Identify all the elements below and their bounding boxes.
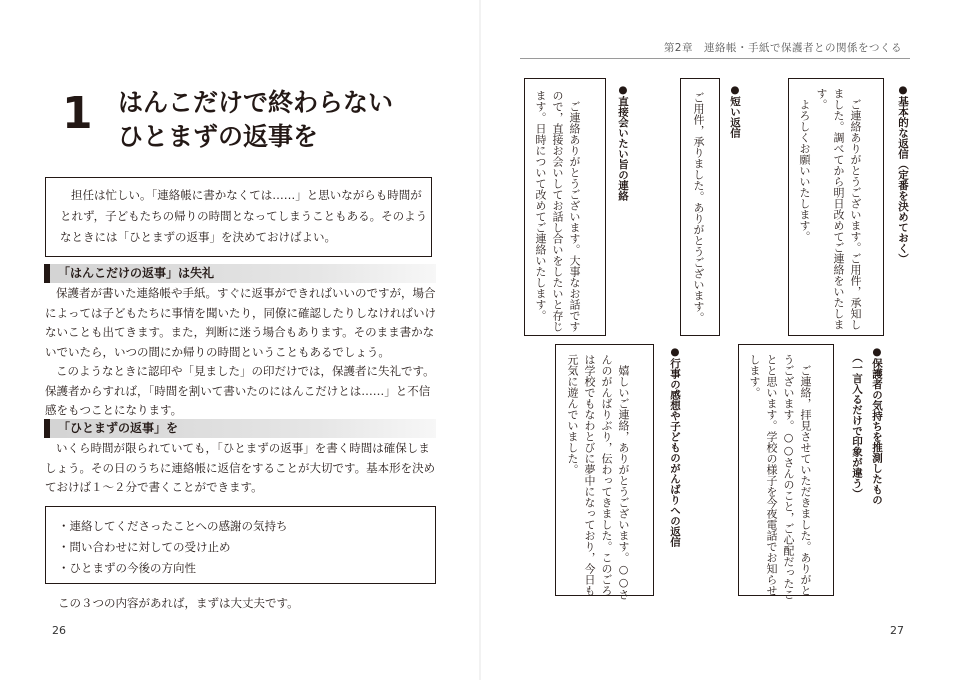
text-line: 保護者からすれば，「時間を割いて書いたのにはんこだけとは……」と不信: [45, 383, 431, 398]
example-text-short: [690, 92, 707, 332]
example-heading-event: ●行事の感想や子どものがんばりへの返信: [669, 346, 681, 547]
example-line: ご連絡ありがとうございます。大事なお話です: [568, 101, 581, 332]
example-text-meet: [532, 90, 583, 332]
example-line: 嬉しいご連絡，ありがとうございます。○○さ: [617, 365, 630, 600]
subhead-hanko: [44, 264, 436, 283]
example-heading-meet: ●直接会いたい旨の連絡: [617, 84, 629, 201]
points-box: [45, 506, 436, 584]
closing-text: この３つの内容があれば，まずは大丈夫です。: [58, 596, 299, 610]
paragraph-3: [45, 439, 440, 498]
subhead-marker: [44, 264, 50, 283]
example-text-feelings: [746, 354, 814, 600]
example-heading-basic: ●基本的な返信（定番を決めておく）: [897, 84, 909, 264]
subhead-label: 「ひとまずの返事」を: [58, 421, 179, 435]
page-number-left: 26: [52, 624, 66, 637]
point-item: ・ひとまずの今後の方向性: [58, 561, 196, 575]
page-number-right: 27: [890, 624, 904, 637]
example-line: ます。日時について改めてご連絡いたします。: [534, 90, 547, 321]
text-line: ないことも出てきます。また，判断に迷う場合もあります。そのまま書かな: [45, 325, 435, 339]
example-heading-short: ●短い返信: [729, 84, 741, 138]
example-line: ので，直接お会いしてお話し合いをしたいと存じ: [551, 90, 564, 332]
paragraph-1: [45, 284, 440, 362]
example-line: よろしくお願いいたします。: [798, 99, 811, 242]
text-line: によっては子どもたちに事情を聞いたり，同僚に確認したりしなければいけ: [45, 305, 436, 320]
summary-line: なときには「ひとまずの返事」を決めておけばよい。: [60, 230, 336, 244]
example-text-basic: [796, 88, 864, 332]
section-title: [118, 86, 393, 154]
text-line: 保護者が書いた連絡帳や手紙。すぐに返事ができればいいのですが，場合: [56, 286, 436, 300]
summary-line: 担任は忙しい。「連絡帳に書かなくては……」と思いながらも時間が: [71, 188, 422, 202]
section-title-line: ひとまずの返事を: [118, 122, 319, 151]
subhead-hitomazu: [44, 419, 436, 438]
text-line: このようなときに認印や「見ました」の印だけでは，保護者に失礼です。: [56, 364, 435, 378]
example-heading-feelings: ●保護者の気持ちを推測したもの: [871, 346, 883, 505]
example-line: うございます。○○さんのこと，ご心配だったこ: [782, 354, 795, 600]
example-line: は学校でもなわとびに夢中になっており，今日も: [583, 354, 596, 596]
example-line: 元気に遊んでいました。: [566, 354, 579, 475]
running-head: 第2章 連絡帳・手紙で保護者との関係をつくる: [663, 42, 902, 54]
example-line: んのがんばりぶり，伝わってきました。このごろ: [600, 354, 613, 596]
header-rule: [520, 58, 910, 59]
summary-box: [45, 177, 432, 257]
example-line: ました。調べてから明日改めてご連絡をいたしま: [832, 88, 845, 330]
gutter: [479, 0, 481, 680]
example-line: とと思います。学校の様子を今夜電話でお知らせ: [765, 354, 778, 596]
text-line: いでいたら，いつの間にか帰りの時間ということもあるでしょう。: [45, 344, 390, 359]
text-line: しょう。その日のうちに連絡帳に返信をすることが大切です。基本形を決め: [45, 460, 436, 475]
subhead-label: 「はんこだけの返事」は失礼: [58, 266, 215, 280]
example-line: ご用件，承りました。ありがとうございます。: [692, 92, 705, 323]
section-title-line: はんこだけで終わらない: [118, 88, 394, 117]
point-item: ・問い合わせに対しての受け止め: [58, 540, 231, 554]
text-line: 感をもつことになります。: [45, 403, 183, 417]
text-line: いくら時間が限られていても，「ひとまずの返事」を書く時間は確保しま: [56, 441, 430, 455]
text-line: ておけば１～２分で書くことができます。: [45, 480, 263, 494]
point-item: ・連絡してくださったことへの感謝の気持ち: [58, 519, 288, 533]
paragraph-2: [45, 362, 440, 421]
subhead-marker: [44, 419, 50, 438]
section-number: 1: [62, 88, 93, 139]
example-subheading-feelings: （一言入るだけで印象が違う）: [851, 352, 863, 499]
summary-line: とれず，子どもたちの帰りの時間となってしまうこともある。そのよう: [60, 209, 428, 223]
example-line: ご連絡，拝見させていただきました。ありがと: [799, 365, 812, 596]
example-line: ご連絡ありがとうございます。ご用件，承知し: [849, 99, 862, 330]
example-line: します。: [748, 354, 761, 398]
example-text-event: [564, 354, 632, 600]
example-line: す。: [815, 88, 828, 110]
